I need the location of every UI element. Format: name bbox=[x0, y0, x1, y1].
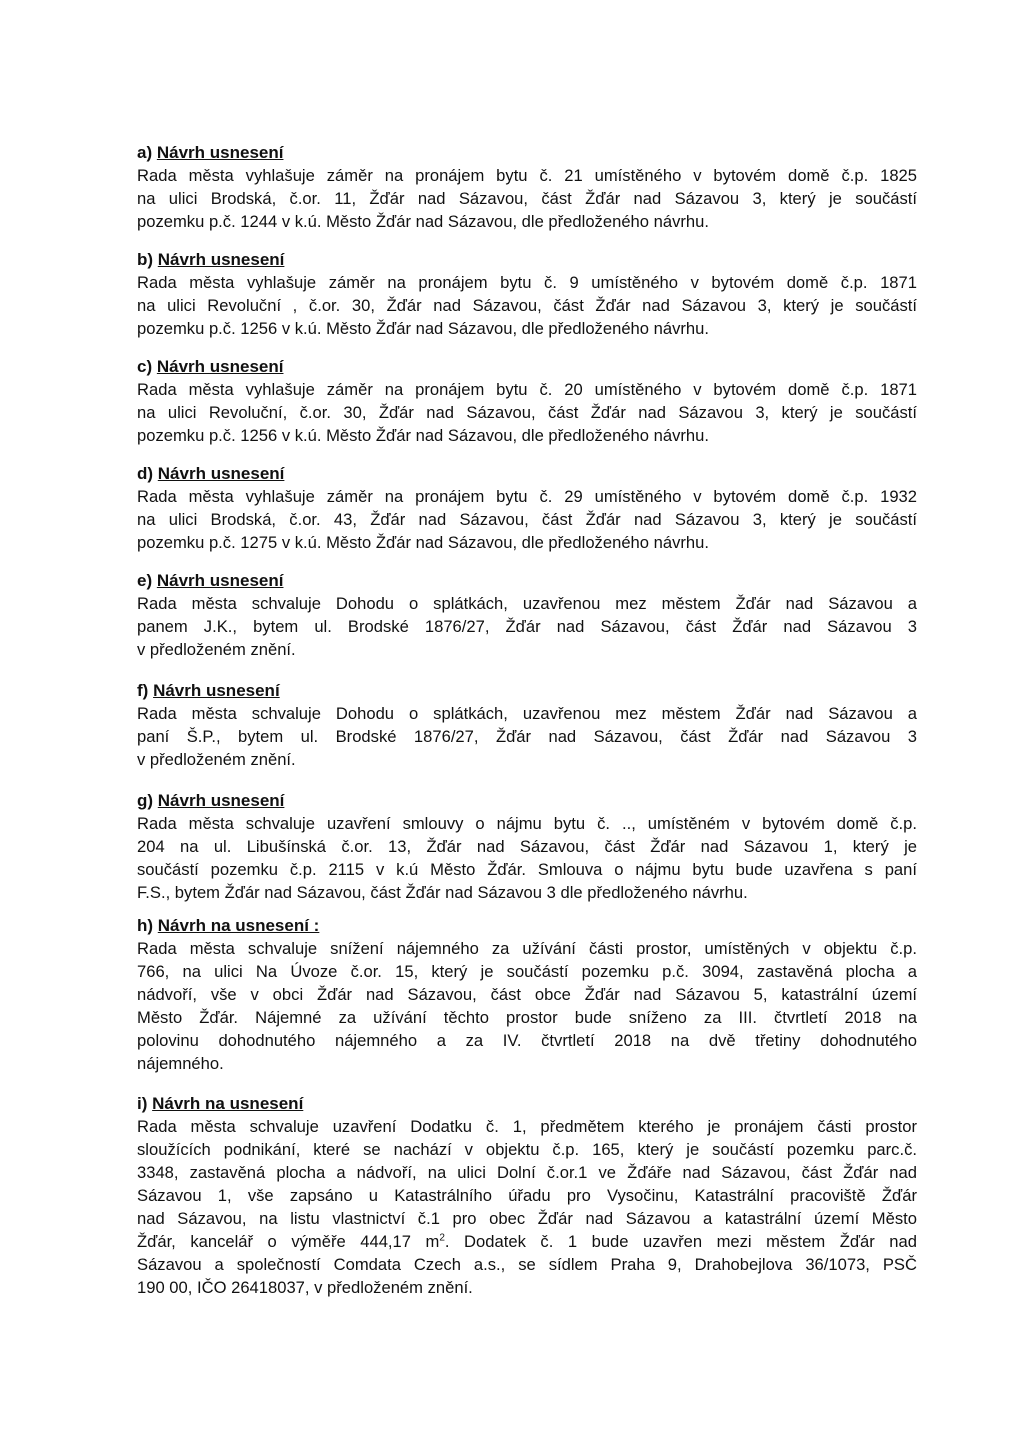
section-heading bbox=[137, 915, 917, 937]
section-heading bbox=[137, 570, 917, 592]
section-letter: c) bbox=[137, 357, 153, 376]
text-line: na ulici Revoluční , č.or. 30, Žďár nad Sázavou, část Žďár nad Sázavou 3, který je součástí bbox=[137, 296, 917, 315]
section-title: Návrh usnesení bbox=[157, 464, 285, 483]
text-line: Rada města schvaluje uzavření smlouvy o nájmu bytu č. .., umístěném v bytovém domě č.p. bbox=[137, 814, 917, 833]
text-line: pozemku p.č. 1256 v k.ú. Město Žďár nad Sázavou, dle předloženého návrhu. bbox=[137, 319, 709, 338]
section-text bbox=[137, 485, 917, 554]
text-line: součástí pozemku č.p. 2115 v k.ú Město Žďár. Smlouva o nájmu bytu bude uzavřena s paní bbox=[137, 860, 917, 879]
text-line: v předloženém znění. bbox=[137, 640, 296, 659]
section-text bbox=[137, 271, 917, 340]
text-line: sloužících podnikání, které se nachází v objektu č.p. 165, který je součástí pozemku parc.č. bbox=[137, 1140, 917, 1159]
text-line: na ulici Brodská, č.or. 11, Žďár nad Sázavou, část Žďár nad Sázavou 3, který je součástí bbox=[137, 189, 917, 208]
section-heading bbox=[137, 249, 917, 271]
text-line: Rada města schvaluje Dohodu o splátkách, uzavřenou mez městem Žďár nad Sázavou a bbox=[137, 594, 917, 613]
section-heading bbox=[137, 680, 917, 702]
text-line: Rada města schvaluje snížení nájemného za užívání části prostor, umístěných v objektu č.p. bbox=[137, 939, 917, 958]
text-line: v předloženém znění. bbox=[137, 750, 296, 769]
text-line: Rada města schvaluje Dohodu o splátkách, uzavřenou mez městem Žďár nad Sázavou a bbox=[137, 704, 917, 723]
section-c bbox=[137, 356, 917, 447]
section-letter: i) bbox=[137, 1094, 148, 1113]
text-line: 3348, zastavěná plocha a nádvoří, na ulici Dolní č.or.1 ve Žďáře nad Sázavou, část Žďár nad bbox=[137, 1163, 917, 1182]
section-heading bbox=[137, 790, 917, 812]
text-line: Rada města vyhlašuje záměr na pronájem bytu č. 9 umístěného v bytovém domě č.p. 1871 bbox=[137, 273, 917, 292]
section-a bbox=[137, 142, 917, 233]
section-title: Návrh usnesení bbox=[156, 571, 284, 590]
text-line: pozemku p.č. 1256 v k.ú. Město Žďár nad Sázavou, dle předloženého návrhu. bbox=[137, 426, 709, 445]
text-line: pozemku p.č. 1275 v k.ú. Město Žďár nad Sázavou, dle předloženého návrhu. bbox=[137, 533, 709, 552]
section-title: Návrh na usnesení bbox=[152, 1094, 304, 1113]
section-letter: b) bbox=[137, 250, 154, 269]
section-letter: d) bbox=[137, 464, 154, 483]
section-text bbox=[137, 702, 917, 771]
text-line: Rada města vyhlašuje záměr na pronájem bytu č. 20 umístěného v bytovém domě č.p. 1871 bbox=[137, 380, 917, 399]
text-line: Rada města vyhlašuje záměr na pronájem bytu č. 21 umístěného v bytovém domě č.p. 1825 bbox=[137, 166, 917, 185]
text-line: 766, na ulici Na Úvoze č.or. 15, který je součástí pozemku p.č. 3094, zastavěná plocha a bbox=[137, 962, 917, 981]
text-line: pozemku p.č. 1244 v k.ú. Město Žďár nad Sázavou, dle předloženého návrhu. bbox=[137, 212, 709, 231]
text-line: Město Žďár. Nájemné za užívání těchto prostor bude sníženo za III. čtvrtletí 2018 na bbox=[137, 1008, 917, 1027]
text-line: nad Sázavou, na listu vlastnictví č.1 pro obec Žďár nad Sázavou a katastrální území Město bbox=[137, 1209, 917, 1228]
section-e bbox=[137, 570, 917, 661]
superscript: 2 bbox=[439, 1232, 445, 1244]
section-heading bbox=[137, 1093, 917, 1115]
text-line: F.S., bytem Žďár nad Sázavou, část Žďár nad Sázavou 3 dle předloženého návrhu. bbox=[137, 883, 748, 902]
text-line: na ulici Brodská, č.or. 43, Žďár nad Sázavou, část Žďár nad Sázavou 3, který je součástí bbox=[137, 510, 917, 529]
text-line: na ulici Revoluční, č.or. 30, Žďár nad Sázavou, část Žďár nad Sázavou 3, který je součástí bbox=[137, 403, 917, 422]
section-b bbox=[137, 249, 917, 340]
section-text bbox=[137, 592, 917, 661]
text-line: polovinu dohodnutého nájemného a za IV. čtvrtletí 2018 na dvě třetiny dohodnutého bbox=[137, 1031, 917, 1050]
section-title: Návrh usnesení bbox=[156, 143, 284, 162]
text-line: Rada města schvaluje uzavření Dodatku č. 1, předmětem kterého je pronájem části prostor bbox=[137, 1117, 917, 1136]
section-title: Návrh usnesení bbox=[157, 250, 285, 269]
section-heading bbox=[137, 356, 917, 378]
text-line: paní Š.P., bytem ul. Brodské 1876/27, Žďár nad Sázavou, část Žďár nad Sázavou 3 bbox=[137, 727, 917, 746]
text-fragment: Žďár, kancelář o výměře 444,17 m bbox=[137, 1232, 440, 1251]
text-line: 204 na ul. Libušínská č.or. 13, Žďár nad Sázavou, část Žďár nad Sázavou 1, který je bbox=[137, 837, 917, 856]
text-line: panem J.K., bytem ul. Brodské 1876/27, Žďár nad Sázavou, část Žďár nad Sázavou 3 bbox=[137, 617, 917, 636]
text-line: Rada města vyhlašuje záměr na pronájem bytu č. 29 umístěného v bytovém domě č.p. 1932 bbox=[137, 487, 917, 506]
section-text bbox=[137, 812, 917, 904]
text-line-with-area bbox=[137, 1230, 917, 1253]
section-i bbox=[137, 1093, 917, 1299]
section-d bbox=[137, 463, 917, 554]
section-title: Návrh usnesení bbox=[153, 681, 280, 700]
section-text bbox=[137, 1115, 917, 1299]
text-line: Sázavou 1, vše zapsáno u Katastrálního úřadu pro Vysočinu, Katastrální pracoviště Žďár bbox=[137, 1186, 917, 1205]
section-heading bbox=[137, 463, 917, 485]
section-f bbox=[137, 680, 917, 771]
text-line: nájemného. bbox=[137, 1054, 224, 1073]
section-title: Návrh usnesení bbox=[156, 357, 284, 376]
text-fragment: . Dodatek č. 1 bude uzavřen mezi městem Žďár nad bbox=[444, 1232, 917, 1251]
section-letter: g) bbox=[137, 791, 154, 810]
section-h bbox=[137, 915, 917, 1075]
section-letter: a) bbox=[137, 143, 153, 162]
text-line: 190 00, IČO 26418037, v předloženém znění. bbox=[137, 1278, 473, 1297]
text-line: Sázavou a společností Comdata Czech a.s., se sídlem Praha 9, Drahobejlova 36/1073, PSČ bbox=[137, 1255, 917, 1274]
section-letter: f) bbox=[137, 681, 149, 700]
section-text bbox=[137, 378, 917, 447]
section-heading bbox=[137, 142, 917, 164]
section-text bbox=[137, 164, 917, 233]
section-title: Návrh na usnesení : bbox=[157, 916, 320, 935]
section-letter: h) bbox=[137, 916, 154, 935]
section-text bbox=[137, 937, 917, 1075]
text-line: nádvoří, vše v obci Žďár nad Sázavou, část obce Žďár nad Sázavou 5, katastrální území bbox=[137, 985, 917, 1004]
section-title: Návrh usnesení bbox=[157, 791, 285, 810]
section-letter: e) bbox=[137, 571, 153, 590]
section-g bbox=[137, 790, 917, 904]
